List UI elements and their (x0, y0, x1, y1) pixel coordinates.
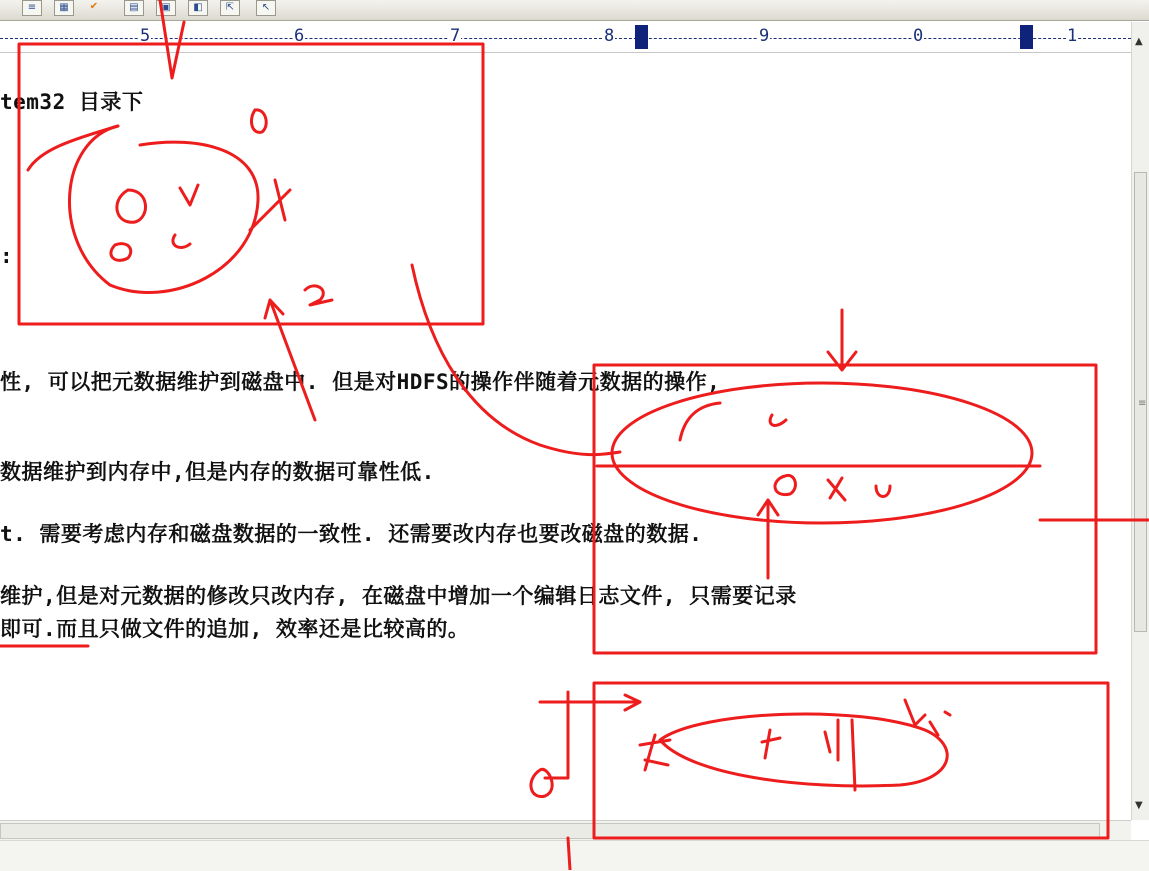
annotation-glyph (828, 478, 845, 500)
annotation-arrow (758, 500, 778, 578)
annotation-glyph (117, 190, 146, 222)
annotation-stroke (680, 403, 720, 440)
scroll-up-icon[interactable]: ▲ (1135, 36, 1143, 47)
annotation-arrow (540, 695, 640, 710)
annotation-glyph (173, 235, 190, 247)
annotation-arrow (828, 310, 856, 370)
annotation-glyph (825, 720, 855, 790)
annotation-connector (412, 265, 620, 455)
doc-line: 即可.而且只做文件的追加, 效率还是比较高的。 (0, 617, 470, 641)
doc-line: 维护,但是对元数据的修改只改内存, 在磁盘中增加一个编辑日志文件, 只需要记录 (0, 584, 797, 608)
view-icon[interactable]: ▤ (124, 0, 144, 16)
annotation-glyph (762, 730, 780, 758)
annotation-circle (69, 126, 258, 292)
annotation-glyph (876, 486, 890, 497)
ruler-label: 5 (140, 26, 151, 46)
page-icon[interactable]: ▣ (156, 0, 176, 16)
annotation-ellipse (612, 383, 1032, 523)
annotation-arrow (160, 0, 184, 78)
doc-line: tem32 目录下 (0, 90, 144, 114)
annotation-box (19, 44, 483, 324)
ruler-label: 6 (294, 26, 305, 46)
ruler-label: 8 (604, 26, 615, 46)
spellcheck-icon[interactable]: ✔ (89, 1, 99, 12)
annotation-glyph (640, 735, 670, 770)
annotation-glyph (770, 415, 786, 425)
annotation-box (594, 683, 1108, 838)
annotation-glyph (180, 185, 198, 205)
bookmark-icon[interactable]: ◧ (188, 0, 208, 16)
table-icon[interactable]: ▦ (54, 0, 74, 16)
doc-line: 数据维护到内存中,但是内存的数据可靠性低. (0, 460, 435, 484)
annotation-line (568, 838, 570, 870)
doc-line: 性, 可以把元数据维护到磁盘中. 但是对HDFS的操作伴随着元数据的操作, (0, 370, 721, 394)
annotation-glyph (251, 110, 266, 133)
export-icon[interactable]: ⇱ (220, 0, 240, 16)
annotation-glyph (775, 475, 795, 494)
help-cursor-icon[interactable]: ↖ (256, 0, 276, 16)
grip-icon: ≡ (1138, 398, 1147, 409)
doc-line: t. 需要考虑内存和磁盘数据的一致性. 还需要改内存也要改磁盘的数据. (0, 522, 703, 546)
align-icon[interactable]: ≡ (22, 0, 42, 16)
ruler-label: 9 (759, 26, 770, 46)
annotation-glyph (531, 769, 552, 796)
annotation-glyph (305, 286, 332, 305)
annotation-box (594, 365, 1096, 653)
annotation-ellipse (660, 714, 947, 786)
ruler-label: 0 (913, 26, 924, 46)
ruler-label: 1 (1067, 26, 1078, 46)
annotation-arrow (265, 300, 315, 420)
doc-line: : (0, 244, 14, 268)
annotation-glyph (111, 244, 131, 261)
scroll-down-icon[interactable]: ▼ (1135, 800, 1143, 811)
ruler-label: 7 (450, 26, 461, 46)
annotation-bracket (545, 692, 568, 778)
